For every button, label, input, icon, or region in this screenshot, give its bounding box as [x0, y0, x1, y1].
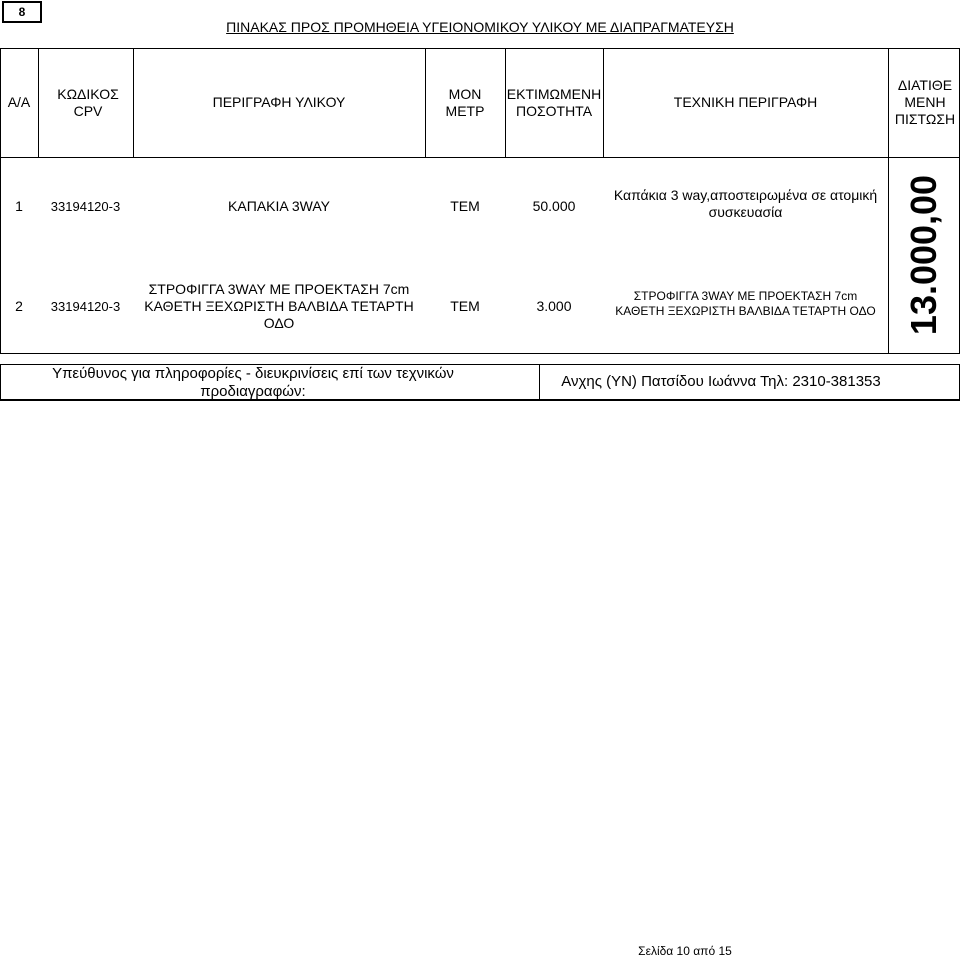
table-bottom-border — [0, 353, 960, 354]
row-aa: 1 — [15, 197, 23, 214]
row-cpv: 33194120-3 — [50, 298, 121, 314]
header-tech-description: ΤΕΧΝΙΚΗ ΠΕΡΙΓΡΑΦΗ — [673, 94, 818, 110]
header-cpv: ΚΩΔΙΚΟΣ CPV — [57, 85, 119, 119]
row-aa: 2 — [15, 297, 23, 314]
row-unit: ΤΕΜ — [450, 197, 480, 214]
contact-footer — [0, 364, 960, 401]
header-credit: ΔΙΑΤΙΘΕ ΜΕΝΗ ΠΙΣΤΩΣΗ — [894, 77, 956, 127]
lot-number: 8 — [18, 5, 26, 19]
row-tech-description: ΣΤΡΟΦΙΓΓΑ 3WAY ΜΕ ΠΡΟΕΚΤΑΣΗ 7cm ΚΑΘΕΤΗ ΞΕΧΩΡΙΣΤΗ ΒΑΛΒΙΔΑ ΤΕΤΑΡΤΗ ΟΔΟ — [615, 289, 876, 318]
table-row — [0, 158, 960, 254]
col-divider — [425, 48, 426, 158]
page-title: ΠΙΝΑΚΑΣ ΠΡΟΣ ΠΡΟΜΗΘΕΙΑ ΥΓΕΙΟΝΟΜΙΚΟΥ ΥΛΙΚΟΥ ΜΕ ΔΙΑΠΡΑΓΜΑΤΕΥΣΗ — [226, 19, 734, 35]
row-quantity: 3.000 — [536, 297, 572, 314]
contact-value: Ανχης (ΥΝ) Πατσίδου Ιωάννα Τηλ: 2310-381353 — [561, 373, 881, 390]
page-number: Σελίδα 10 από 15 — [638, 944, 732, 958]
row-description: ΣΤΡΟΦΙΓΓΑ 3WAY ΜΕ ΠΡΟΕΚΤΑΣΗ 7cm ΚΑΘΕΤΗ ΞΕΧΩΡΙΣΤΗ ΒΑΛΒΙΔΑ ΤΕΤΑΡΤΗ ΟΔΟ — [144, 280, 414, 331]
credit-total-cell — [888, 158, 960, 352]
footer-divider — [539, 365, 540, 399]
row-unit: ΤΕΜ — [450, 297, 480, 314]
row-cpv: 33194120-3 — [50, 198, 121, 214]
credit-total: 13.000,00 — [903, 174, 944, 336]
header-description: ΠΕΡΙΓΡΑΦΗ ΥΛΙΚΟΥ — [212, 94, 346, 110]
col-divider — [38, 48, 39, 158]
header-aa: Α/Α — [7, 94, 31, 110]
row-quantity: 50.000 — [532, 197, 576, 214]
row-description: ΚΑΠΑΚΙΑ 3WAY — [228, 197, 330, 214]
header-quantity: ΕΚΤΙΜΩΜΕΝΗ ΠΟΣΟΤΗΤΑ — [506, 85, 602, 119]
header-unit: ΜΟΝ ΜΕΤΡ — [445, 85, 485, 119]
table-row — [0, 254, 960, 353]
contact-label: Υπεύθυνος για πληροφορίες - διευκρινίσεις επί των τεχνικών προδιαγραφών: — [52, 365, 454, 399]
row-tech-description: Καπάκια 3 way,αποστειρωμένα σε ατομική συσκευασία — [613, 187, 878, 220]
